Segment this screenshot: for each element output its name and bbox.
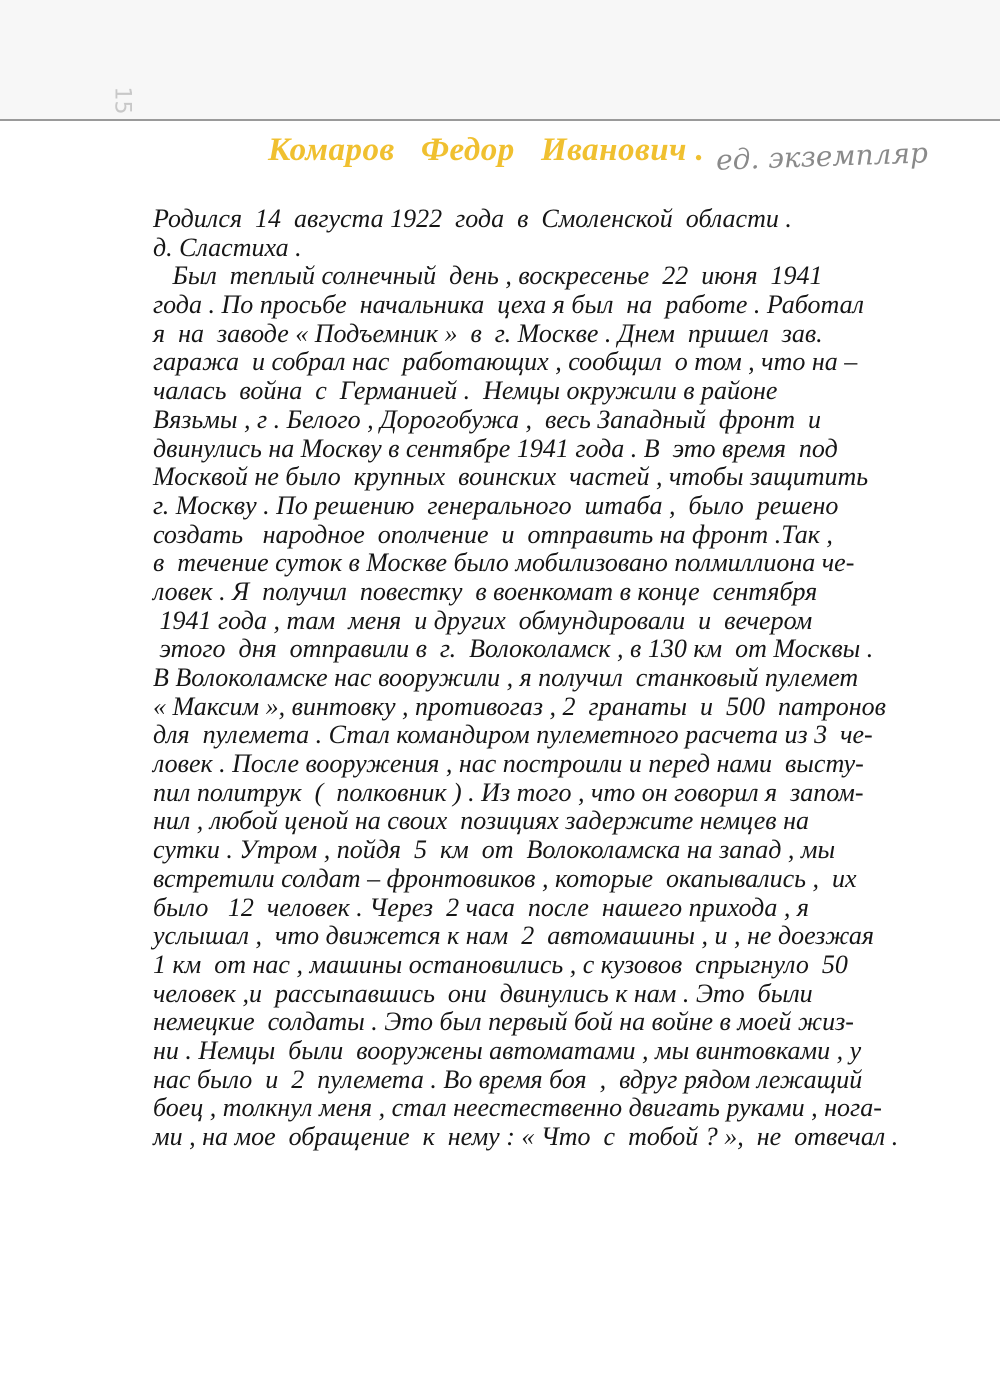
text-line: ловек . Я получил повестку в военкомат в конце сентября (140, 576, 818, 606)
document-title: Комаров Федор Иванович . (268, 132, 705, 168)
text-line: Москвой не было крупных воинских частей , чтобы защитить (140, 462, 869, 492)
text-line: немецкие солдаты . Это был первый бой на войне в моей жиз- (140, 1007, 854, 1037)
memoir-text (140, 205, 920, 1152)
text-line: Вязьмы , г . Белого , Дорогобужа , весь Западный фронт и (140, 404, 821, 434)
text-line: двинулись на Москву в сентябре 1941 года . В это время под (140, 433, 838, 463)
text-line: Родился 14 августа 1922 года в Смоленской области . (140, 204, 792, 233)
text-line: ловек . После вооружения , нас построили и перед нами высту- (140, 749, 864, 779)
text-line: чалась война с Германией . Немцы окружили в районе (140, 376, 778, 406)
text-line: д. Сластиха . (140, 232, 302, 262)
text-line: я на заводе « Подъемник » в г. Москве . Днем пришел зав. (140, 318, 823, 348)
text-line: нас было и 2 пулемета . Во время боя , вдруг рядом лежащий (140, 1064, 863, 1094)
text-line: сутки . Утром , пойдя 5 км от Волоколамска на запад , мы (140, 835, 836, 865)
page-top-strip (0, 0, 1000, 120)
text-line: этого дня отправили в г. Волоколамск , в 130 км от Москвы . (140, 634, 874, 664)
text-line: для пулемета . Стал командиром пулеметного расчета из 3 че- (140, 720, 873, 750)
text-line: 1941 года , там меня и других обмундировали и вечером (140, 605, 813, 635)
text-line: ми , на мое обращение к нему : « Что с тобой ? », не отвечал . (140, 1122, 899, 1151)
text-line: г. Москву . По решению генерального штаба , было решено (140, 490, 839, 520)
text-line: услышал , что движется к нам 2 автомашины , и , не доезжая (140, 921, 875, 951)
text-line: боец , толкнул меня , стал неестественно двигать руками , нога- (140, 1093, 882, 1123)
text-line: в течение суток в Москве было мобилизовано полмиллиона че- (140, 548, 855, 578)
text-line: гаража и собрал нас работающих , сообщил о том , что на – (140, 347, 858, 377)
text-line: нил , любой ценой на своих позициях задержите немцев на (140, 806, 809, 836)
text-line: « Максим », винтовку , противогаз , 2 гранаты и 500 патронов (140, 691, 886, 721)
text-line: пил политрук ( полковник ) . Из того , что он говорил я запом- (140, 777, 864, 807)
text-line: В Волоколамске нас вооружили , я получил станковый пулемет (140, 663, 859, 692)
text-line: встретили солдат – фронтовиков , которые окапывались , их (140, 863, 857, 893)
text-line: 1 км от нас , машины остановились , с кузовов спрыгнуло 50 (140, 949, 848, 979)
text-line: было 12 человек . Через 2 часа после нашего прихода , я (140, 892, 809, 922)
text-line: года . По просьбе начальника цеха я был на работе . Работал (140, 290, 864, 320)
handwritten-note: ед. экземпляр (715, 136, 929, 177)
text-line: создать народное ополчение и отправить на фронт .Так , (140, 519, 833, 549)
fold-line (0, 119, 1000, 121)
text-line: Был теплый солнечный день , воскресенье 22 июня 1941 (140, 261, 823, 291)
page-number: 15 (109, 86, 135, 115)
text-line: ни . Немцы были вооружены автоматами , мы винтовками , у (140, 1035, 862, 1065)
text-line: человек ,и рассыпавшись они двинулись к нам . Это были (140, 978, 813, 1008)
